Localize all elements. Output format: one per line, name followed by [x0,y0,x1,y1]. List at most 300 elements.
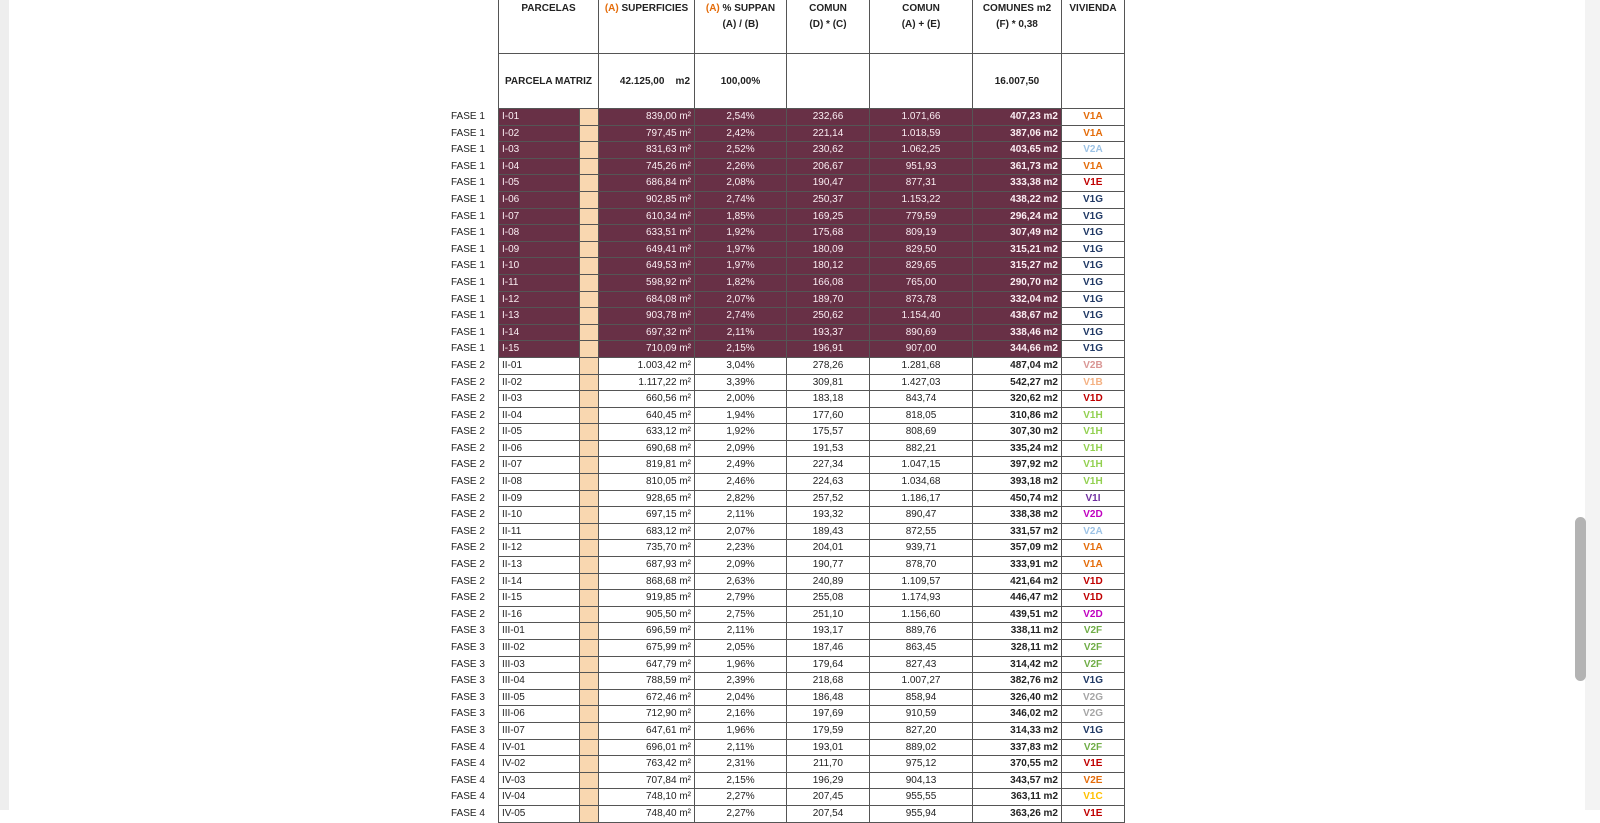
fase-cell: FASE 2 [451,559,485,571]
table-row [448,789,1125,806]
superficie-cell: 697,15 m² [599,507,695,524]
comunes-cell: 338,38 m2 [973,507,1062,524]
matriz-porcentaje: 100,00% [695,54,787,109]
superficie-cell: 919,85 m² [599,590,695,607]
comun-cell: 230,62 [787,142,870,159]
parcel-swatch [580,424,599,441]
superficie-cell: 696,01 m² [599,739,695,756]
parcel-id-cell: I-15 [499,341,580,358]
parcel-swatch [580,125,599,142]
comunes-cell: 346,02 m2 [973,706,1062,723]
tipo-vivienda-cell: V1C [1062,789,1125,806]
comun-cell: 206,67 [787,158,870,175]
fase-cell: FASE 1 [451,193,485,205]
superficie-cell: 902,85 m² [599,191,695,208]
parcel-id-cell: II-09 [499,490,580,507]
fase-cell: FASE 3 [451,675,485,687]
comun-cell: 193,32 [787,507,870,524]
parcel-id-cell: II-02 [499,374,580,391]
parcel-id-cell: I-14 [499,324,580,341]
parcel-id-cell: III-01 [499,623,580,640]
parcel-swatch [580,557,599,574]
table-row [448,374,1125,391]
fase-cell: FASE 2 [451,442,485,454]
superficie-cell: 647,61 m² [599,722,695,739]
tipo-vivienda-cell: V1D [1062,590,1125,607]
parcel-id-cell: I-12 [499,291,580,308]
parcel-table [448,0,1125,823]
comunes-cell: 542,27 m2 [973,374,1062,391]
comun-cell: 197,69 [787,706,870,723]
total-cell: 829,65 [870,258,973,275]
comunes-cell: 331,57 m2 [973,523,1062,540]
superficie-cell: 839,00 m² [599,109,695,126]
comunes-cell: 438,22 m2 [973,191,1062,208]
superficie-cell: 684,08 m² [599,291,695,308]
fase-cell: FASE 3 [451,658,485,670]
parcel-swatch [580,391,599,408]
table-row [448,324,1125,341]
tipo-vivienda-cell: V1E [1062,756,1125,773]
table-row [448,241,1125,258]
parcel-swatch [580,490,599,507]
tipo-vivienda-cell: V1H [1062,407,1125,424]
porcentaje-cell: 2,82% [695,490,787,507]
fase-cell: FASE 2 [451,476,485,488]
table-row [448,557,1125,574]
table-row [448,391,1125,408]
comun-cell: 196,91 [787,341,870,358]
parcel-swatch [580,573,599,590]
table-row [448,540,1125,557]
parcel-id-cell: I-11 [499,274,580,291]
comun-cell: 257,52 [787,490,870,507]
parcel-id-cell: I-01 [499,109,580,126]
comun-cell: 193,17 [787,623,870,640]
total-cell: 818,05 [870,407,973,424]
table-row [448,673,1125,690]
table-row [448,457,1125,474]
superficie-cell: 687,93 m² [599,557,695,574]
tipo-vivienda-cell: V1A [1062,125,1125,142]
tipo-vivienda-cell: V1E [1062,175,1125,192]
porcentaje-cell: 3,04% [695,357,787,374]
tipo-vivienda-cell: V1A [1062,109,1125,126]
total-cell: 829,50 [870,241,973,258]
parcel-id-cell: III-04 [499,673,580,690]
total-cell: 1.186,17 [870,490,973,507]
comunes-cell: 450,74 m2 [973,490,1062,507]
total-cell: 975,12 [870,756,973,773]
parcel-swatch [580,191,599,208]
header-comunes: COMUNES m2 (F) * 0,38 [973,0,1062,54]
table-row [448,573,1125,590]
tipo-vivienda-cell: V2B [1062,357,1125,374]
comunes-cell: 421,64 m2 [973,573,1062,590]
fase-cell: FASE 1 [451,276,485,288]
parcel-swatch [580,656,599,673]
comun-cell: 175,68 [787,225,870,242]
comunes-cell: 363,11 m2 [973,789,1062,806]
parcel-swatch [580,606,599,623]
superficie-cell: 647,79 m² [599,656,695,673]
header-superficies: (A) SUPERFICIES [599,0,695,54]
porcentaje-cell: 2,04% [695,689,787,706]
total-cell: 1.062,25 [870,142,973,159]
comun-cell: 227,34 [787,457,870,474]
table-row [448,125,1125,142]
total-cell: 827,43 [870,656,973,673]
parcel-swatch [580,507,599,524]
parcel-swatch [580,291,599,308]
total-cell: 843,74 [870,391,973,408]
total-cell: 1.109,57 [870,573,973,590]
superficie-cell: 797,45 m² [599,125,695,142]
total-cell: 1.007,27 [870,673,973,690]
comunes-cell: 332,04 m2 [973,291,1062,308]
comun-cell: 175,57 [787,424,870,441]
superficie-cell: 1.117,22 m² [599,374,695,391]
header-total: COMUN (A) + (E) [870,0,973,54]
parcel-id-cell: II-05 [499,424,580,441]
tipo-vivienda-cell: V2F [1062,739,1125,756]
parcel-swatch [580,258,599,275]
fase-cell: FASE 3 [451,642,485,653]
total-cell: 951,93 [870,158,973,175]
parcel-swatch [580,357,599,374]
porcentaje-cell: 1,85% [695,208,787,225]
parcel-swatch [580,523,599,540]
total-cell: 1.047,15 [870,457,973,474]
table-row [448,772,1125,789]
comun-cell: 169,25 [787,208,870,225]
table-row [448,258,1125,275]
parcel-id-cell: II-07 [499,457,580,474]
comunes-cell: 338,46 m2 [973,324,1062,341]
total-cell: 872,55 [870,523,973,540]
parcel-id-cell: I-13 [499,308,580,325]
fase-cell: FASE 2 [451,509,485,521]
matriz-superficie: 42.125,00 m2 [599,54,695,109]
fase-cell: FASE 1 [451,144,485,156]
fase-cell: FASE 2 [451,542,485,554]
parcel-swatch [580,308,599,325]
comun-cell: 190,77 [787,557,870,574]
superficie-cell: 748,40 m² [599,805,695,822]
comun-cell: 179,59 [787,722,870,739]
tipo-vivienda-cell: V1G [1062,274,1125,291]
superficie-cell: 905,50 m² [599,606,695,623]
total-cell: 1.071,66 [870,109,973,126]
comunes-cell: 333,91 m2 [973,557,1062,574]
fase-cell: FASE 1 [451,227,485,239]
page-left-edge [0,0,9,810]
parcel-swatch [580,274,599,291]
tipo-vivienda-cell: V1E [1062,805,1125,822]
tipo-vivienda-cell: V1I [1062,490,1125,507]
parcel-swatch [580,739,599,756]
porcentaje-cell: 2,31% [695,756,787,773]
parcel-id-cell: IV-05 [499,805,580,822]
parcel-swatch [580,689,599,706]
tipo-vivienda-cell: V1H [1062,424,1125,441]
superficie-cell: 683,12 m² [599,523,695,540]
porcentaje-cell: 1,97% [695,258,787,275]
porcentaje-cell: 2,15% [695,772,787,789]
parcel-id-cell: I-07 [499,208,580,225]
comunes-cell: 326,40 m2 [973,689,1062,706]
total-cell: 907,00 [870,341,973,358]
porcentaje-cell: 2,74% [695,191,787,208]
porcentaje-cell: 2,08% [695,175,787,192]
parcel-swatch [580,440,599,457]
fase-cell: FASE 2 [451,393,485,405]
scrollbar-track[interactable] [1585,0,1600,810]
comunes-cell: 290,70 m2 [973,274,1062,291]
total-cell: 1.154,40 [870,308,973,325]
total-cell: 809,19 [870,225,973,242]
fase-cell: FASE 3 [451,691,485,703]
comun-cell: 180,12 [787,258,870,275]
total-cell: 878,70 [870,557,973,574]
tipo-vivienda-cell: V1B [1062,374,1125,391]
superficie-cell: 675,99 m² [599,640,695,657]
total-cell: 1.018,59 [870,125,973,142]
tipo-vivienda-cell: V1G [1062,673,1125,690]
superficie-cell: 610,34 m² [599,208,695,225]
tipo-vivienda-cell: V2E [1062,772,1125,789]
comun-cell: 218,68 [787,673,870,690]
tipo-vivienda-cell: V2D [1062,606,1125,623]
total-cell: 827,20 [870,722,973,739]
superficie-cell: 928,65 m² [599,490,695,507]
total-cell: 863,45 [870,640,973,657]
table-row [448,191,1125,208]
parcel-id-cell: II-14 [499,573,580,590]
superficie-cell: 748,10 m² [599,789,695,806]
parcel-swatch [580,623,599,640]
comun-cell: 189,70 [787,291,870,308]
total-cell: 889,02 [870,739,973,756]
comunes-cell: 307,30 m2 [973,424,1062,441]
total-cell: 890,47 [870,507,973,524]
parcel-swatch [580,722,599,739]
parcel-id-cell: I-09 [499,241,580,258]
tipo-vivienda-cell: V2F [1062,640,1125,657]
comunes-cell: 320,62 m2 [973,391,1062,408]
comunes-cell: 328,11 m2 [973,640,1062,657]
fase-cell: FASE 2 [451,592,485,604]
fase-cell: FASE 3 [451,625,485,637]
table-row [448,158,1125,175]
parcel-id-cell: II-01 [499,357,580,374]
parcel-swatch [580,772,599,789]
comunes-cell: 310,86 m2 [973,407,1062,424]
parcel-id-cell: I-06 [499,191,580,208]
table-row [448,722,1125,739]
table-row [448,606,1125,623]
comun-cell: 207,45 [787,789,870,806]
comunes-cell: 314,33 m2 [973,722,1062,739]
parcel-swatch [580,109,599,126]
superficie-cell: 649,41 m² [599,241,695,258]
comunes-cell: 487,04 m2 [973,357,1062,374]
parcel-id-cell: II-03 [499,391,580,408]
comunes-cell: 333,38 m2 [973,175,1062,192]
porcentaje-cell: 2,54% [695,109,787,126]
porcentaje-cell: 2,27% [695,805,787,822]
tipo-vivienda-cell: V2F [1062,623,1125,640]
fase-cell: FASE 2 [451,575,485,587]
comunes-cell: 314,42 m2 [973,656,1062,673]
superficie-cell: 696,59 m² [599,623,695,640]
parcel-id-cell: II-08 [499,474,580,491]
tipo-vivienda-cell: V1H [1062,440,1125,457]
tipo-vivienda-cell: V1D [1062,573,1125,590]
parcel-id-cell: III-05 [499,689,580,706]
table-row [448,407,1125,424]
total-cell: 877,31 [870,175,973,192]
table-row [448,590,1125,607]
tipo-vivienda-cell: V1G [1062,291,1125,308]
comun-cell: 189,43 [787,523,870,540]
header-comun: COMUN (D) * (C) [787,0,870,54]
fase-cell: FASE 4 [451,807,485,819]
comun-cell: 240,89 [787,573,870,590]
porcentaje-cell: 1,96% [695,656,787,673]
parcel-id-cell: II-16 [499,606,580,623]
comun-cell: 250,62 [787,308,870,325]
comunes-cell: 307,49 m2 [973,225,1062,242]
comunes-cell: 338,11 m2 [973,623,1062,640]
comunes-cell: 337,83 m2 [973,739,1062,756]
tipo-vivienda-cell: V1A [1062,158,1125,175]
porcentaje-cell: 2,63% [695,573,787,590]
superficie-cell: 697,32 m² [599,324,695,341]
parcel-id-cell: III-03 [499,656,580,673]
porcentaje-cell: 2,09% [695,440,787,457]
porcentaje-cell: 2,49% [695,457,787,474]
comun-cell: 183,18 [787,391,870,408]
porcentaje-cell: 1,92% [695,424,787,441]
porcentaje-cell: 2,27% [695,789,787,806]
parcel-swatch [580,474,599,491]
total-cell: 955,94 [870,805,973,822]
parcel-id-cell: II-11 [499,523,580,540]
table-row [448,109,1125,126]
comun-cell: 255,08 [787,590,870,607]
superficie-cell: 831,63 m² [599,142,695,159]
total-cell: 889,76 [870,623,973,640]
porcentaje-cell: 2,16% [695,706,787,723]
porcentaje-cell: 2,26% [695,158,787,175]
total-cell: 808,69 [870,424,973,441]
fase-cell: FASE 2 [451,492,485,504]
comunes-cell: 296,24 m2 [973,208,1062,225]
superficie-cell: 640,45 m² [599,407,695,424]
parcel-id-cell: II-06 [499,440,580,457]
comunes-cell: 382,76 m2 [973,673,1062,690]
fase-cell: FASE 2 [451,459,485,471]
parcel-swatch [580,225,599,242]
porcentaje-cell: 2,74% [695,308,787,325]
total-cell: 890,69 [870,324,973,341]
porcentaje-cell: 2,46% [695,474,787,491]
fase-cell: FASE 4 [451,758,485,770]
comunes-cell: 370,55 m2 [973,756,1062,773]
tipo-vivienda-cell: V2A [1062,142,1125,159]
comunes-cell: 344,66 m2 [973,341,1062,358]
tipo-vivienda-cell: V1A [1062,557,1125,574]
fase-cell: FASE 1 [451,260,485,272]
parcel-id-cell: I-05 [499,175,580,192]
comun-cell: 221,14 [787,125,870,142]
tipo-vivienda-cell: V1G [1062,208,1125,225]
porcentaje-cell: 2,07% [695,291,787,308]
tipo-vivienda-cell: V1G [1062,258,1125,275]
comun-cell: 179,64 [787,656,870,673]
table-row [448,142,1125,159]
superficie-cell: 633,12 m² [599,424,695,441]
comun-cell: 204,01 [787,540,870,557]
scrollbar-thumb[interactable] [1575,517,1586,681]
parcel-id-cell: I-04 [499,158,580,175]
table-row [448,208,1125,225]
comunes-cell: 393,18 m2 [973,474,1062,491]
fase-cell: FASE 1 [451,177,485,189]
parcel-id-cell: III-06 [499,706,580,723]
parcel-swatch [580,706,599,723]
fase-cell: FASE 1 [451,243,485,255]
superficie-cell: 712,90 m² [599,706,695,723]
superficie-cell: 810,05 m² [599,474,695,491]
comun-cell: 191,53 [787,440,870,457]
parcel-id-cell: II-04 [499,407,580,424]
comun-cell: 190,47 [787,175,870,192]
total-cell: 910,59 [870,706,973,723]
fase-cell: FASE 1 [451,293,485,305]
comun-cell: 211,70 [787,756,870,773]
table-row [448,308,1125,325]
table-row [448,274,1125,291]
comunes-cell: 407,23 m2 [973,109,1062,126]
table-row [448,656,1125,673]
total-cell: 1.156,60 [870,606,973,623]
parcel-id-cell: I-08 [499,225,580,242]
parcel-id-cell: II-12 [499,540,580,557]
porcentaje-cell: 2,79% [695,590,787,607]
parcel-swatch [580,142,599,159]
comunes-cell: 439,51 m2 [973,606,1062,623]
porcentaje-cell: 2,07% [695,523,787,540]
parcel-swatch [580,540,599,557]
total-cell: 1.174,93 [870,590,973,607]
superficie-cell: 710,09 m² [599,341,695,358]
parcel-swatch [580,175,599,192]
comun-cell: 309,81 [787,374,870,391]
tipo-vivienda-cell: V1G [1062,191,1125,208]
table-row [448,490,1125,507]
parcel-swatch [580,789,599,806]
table-row [448,523,1125,540]
parcel-swatch [580,374,599,391]
comun-cell: 251,10 [787,606,870,623]
parcel-spreadsheet [448,0,1128,823]
fase-cell: FASE 1 [451,343,485,355]
total-cell: 904,13 [870,772,973,789]
fase-cell: FASE 1 [451,160,485,172]
comun-cell: 250,37 [787,191,870,208]
